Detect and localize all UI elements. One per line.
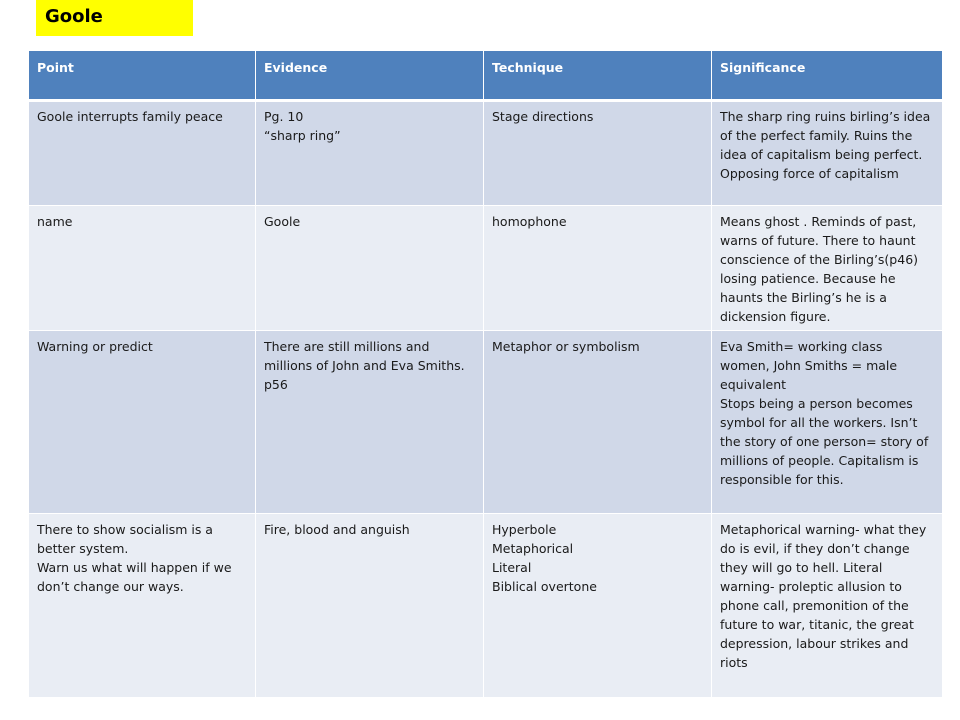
cell-technique: Hyperbole Metaphorical Literal Biblical overtone [484, 514, 712, 698]
header-evidence: Evidence [256, 51, 484, 101]
cell-significance: The sharp ring ruins birling’s idea of the perfect family. Ruins the idea of capitalism being perfect. Opposing force of capitalism [712, 101, 943, 206]
cell-evidence: Goole [256, 206, 484, 331]
header-significance: Significance [712, 51, 943, 101]
cell-evidence: Pg. 10 “sharp ring” [256, 101, 484, 206]
table-row [29, 514, 943, 698]
cell-point: There to show socialism is a better system. Warn us what will happen if we don’t change our ways. [29, 514, 256, 698]
page-title: Goole [36, 0, 193, 36]
header-point: Point [29, 51, 256, 101]
table-row [29, 101, 943, 206]
table-row [29, 206, 943, 331]
cell-technique: Metaphor or symbolism [484, 331, 712, 514]
table-row [29, 331, 943, 514]
cell-significance: Means ghost . Reminds of past, warns of future. There to haunt conscience of the Birling’s(p46) losing patience. Because he haunts the Birling’s he is a dickension figure. [712, 206, 943, 331]
analysis-table [28, 50, 943, 698]
cell-technique: homophone [484, 206, 712, 331]
cell-point: Goole interrupts family peace [29, 101, 256, 206]
cell-point: name [29, 206, 256, 331]
cell-point: Warning or predict [29, 331, 256, 514]
cell-evidence: There are still millions and millions of John and Eva Smiths. p56 [256, 331, 484, 514]
cell-significance: Metaphorical warning- what they do is evil, if they don’t change they will go to hell. Literal warning- proleptic allusion to phone call, premonition of the future to war, titanic, the great depression, labour strikes and riots [712, 514, 943, 698]
cell-significance: Eva Smith= working class women, John Smiths = male equivalent Stops being a person becomes symbol for all the workers. Isn’t the story of one person= story of millions of people. Capitalism is responsible for this. [712, 331, 943, 514]
cell-evidence: Fire, blood and anguish [256, 514, 484, 698]
table-header-row [29, 51, 943, 101]
header-technique: Technique [484, 51, 712, 101]
cell-technique: Stage directions [484, 101, 712, 206]
